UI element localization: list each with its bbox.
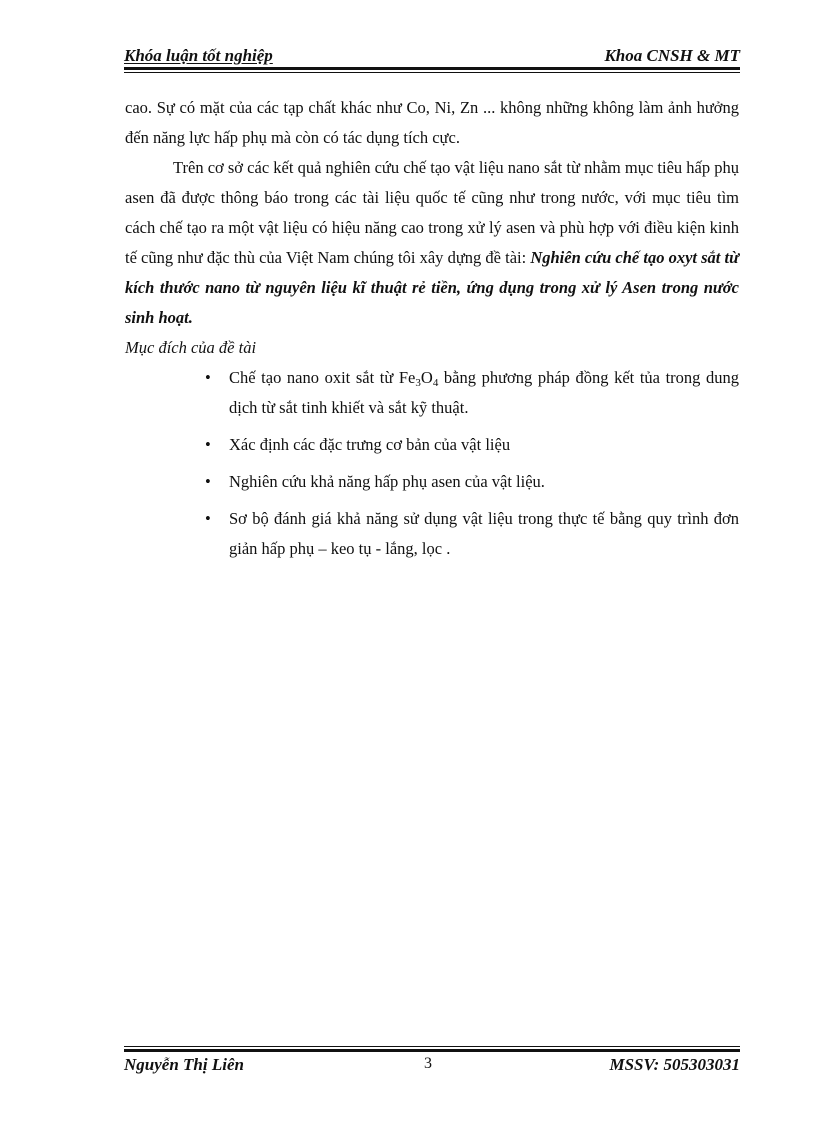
bullet-icon: •: [205, 368, 211, 387]
subscript: 4: [432, 377, 439, 389]
list-item-text: Sơ bộ đánh giá khả năng sử dụng vật liệu trong thực tế bằng quy trình đơn giản hấp phụ – keo tụ - lắng, lọc .: [229, 509, 739, 558]
list-item-text: O: [420, 368, 433, 387]
footer-author: Nguyễn Thị Liên: [124, 1055, 244, 1074]
objectives-list: [125, 363, 739, 564]
bullet-icon: •: [205, 509, 211, 528]
footer-rule-thin: [124, 1046, 740, 1047]
thesis-title-text: Nghiên cứu chế tạo oxyt sắt từ kích thước nano từ nguyên liệu kĩ thuật rẻ tiền, ứng dụng trong xử lý Asen trong nước sinh hoạt.: [125, 248, 740, 327]
header-rule-thick: [124, 67, 740, 70]
subscript: 3: [415, 377, 421, 389]
page-header: [124, 46, 740, 66]
footer-student-id: MSSV: 505303031: [609, 1055, 740, 1074]
bullet-icon: •: [205, 435, 211, 454]
list-item-text: bằng phương pháp đồng kết tủa trong dung dịch từ sắt tinh khiết và sắt kỹ thuật.: [229, 368, 739, 417]
page-number: 3: [424, 1055, 432, 1072]
list-item: [125, 363, 739, 423]
footer-rule-thick: [124, 1049, 740, 1052]
header-faculty-label: Khoa CNSH & MT: [604, 46, 740, 65]
page-body: [125, 93, 739, 571]
list-item: [125, 504, 739, 564]
bullet-icon: •: [205, 472, 211, 491]
list-item-text: Chế tạo nano oxit sắt từ Fe: [229, 368, 416, 387]
header-thesis-label: Khóa luận tốt nghiệp: [124, 46, 273, 65]
list-item: [125, 467, 739, 497]
section-title-objectives: Mục đích của đề tài: [125, 338, 257, 357]
list-item-text: Xác định các đặc trưng cơ bản của vật liệu: [229, 435, 511, 454]
header-rule-thin: [124, 72, 740, 73]
paragraph-topic: [125, 153, 739, 333]
paragraph-intro: cao. Sự có mặt của các tạp chất khác như Co, Ni, Zn ... không những không làm ảnh hưởng đến năng lực hấp phụ mà còn có tác dụng tích cực.: [125, 98, 739, 147]
page-footer: [124, 1055, 740, 1077]
list-item-text: Nghiên cứu khả năng hấp phụ asen của vật liệu.: [229, 472, 545, 491]
topic-lead-text: Trên cơ sở các kết quả nghiên cứu chế tạo vật liệu nano sắt từ nhằm mục tiêu hấp phụ asen đã được thông báo trong các tài liệu quốc tế cũng như trong nước, với mục tiêu tìm cách chế tạo ra một vật liệu có hiệu năng cao trong xử lý asen và phù hợp với điều kiện kinh tế cũng như đặc thù của Việt Nam chúng tôi xây dựng đề tài:: [125, 158, 739, 267]
list-item: [125, 430, 739, 460]
